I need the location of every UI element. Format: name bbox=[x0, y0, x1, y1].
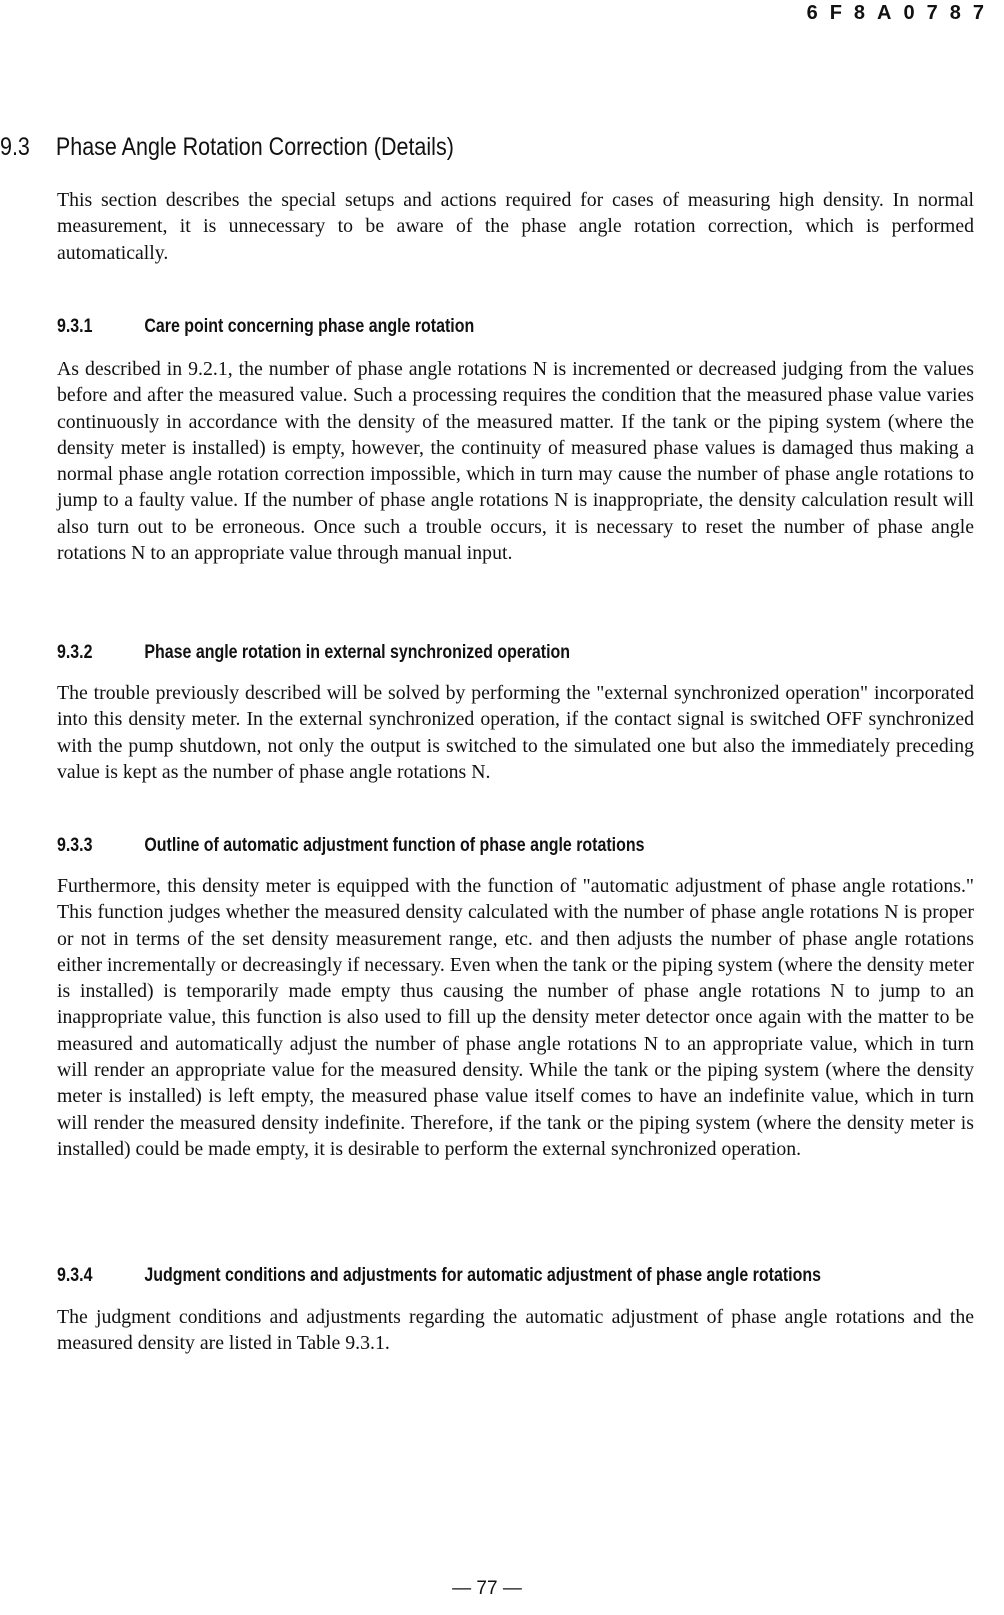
subsection-number: 9.3.1 bbox=[57, 316, 93, 337]
subsection-title: Phase angle rotation in external synchronized operation bbox=[144, 642, 571, 663]
section-number: 9.3 bbox=[0, 133, 30, 161]
section-intro: This section describes the special setups and actions required for cases of measuring high density. In normal measurement, it is unnecessary to be aware of the phase angle rotation correction, which is performed automatically. bbox=[57, 189, 974, 264]
doc-code: 6F8A0787 bbox=[806, 2, 996, 24]
subsection-body-9-3-1: As described in 9.2.1, the number of phase angle rotations N is incremented or decreased judging from the values before and after the measured value. Such a processing requires the condition that the measured phase value varies continuously in accordance with the density of the measured matter. If the tank or the piping system (where the density meter is installed) is empty, however, the continuity of measured phase values is damaged thus making a normal phase angle rotation correction impossible, which in turn may cause the number of phase angle rotations to jump to a faulty value. If the number of phase angle rotations N is inappropriate, the density calculation result will also turn out to be erroneous. Once such a trouble occurs, it is necessary to reset the number of phase angle rotations N to an appropriate value through manual input. bbox=[57, 358, 974, 565]
subsection-title: Judgment conditions and adjustments for automatic adjustment of phase angle rotations bbox=[144, 1265, 821, 1286]
subsection-number: 9.3.3 bbox=[57, 835, 93, 856]
subsection-heading-9-3-4 bbox=[57, 1265, 821, 1287]
subsection-body-9-3-2: The trouble previously described will be solved by performing the "external synchronized operation" incorporated into this density meter. In the external synchronized operation, if the contact signal is switched OFF synchronized with the pump shutdown, not only the output is switched to the simulated one but also the immediately preceding value is kept as the number of phase angle rotations N. bbox=[57, 682, 974, 783]
subsection-heading-9-3-2 bbox=[57, 642, 570, 664]
page-number: — 77 — bbox=[452, 1578, 522, 1599]
subsection-number: 9.3.2 bbox=[57, 642, 93, 663]
subsection-heading-9-3-1 bbox=[57, 316, 474, 338]
subsection-title: Care point concerning phase angle rotation bbox=[144, 316, 475, 337]
subsection-title: Outline of automatic adjustment function of phase angle rotations bbox=[144, 835, 645, 856]
section-title-text: Phase Angle Rotation Correction (Details) bbox=[55, 133, 454, 161]
subsection-number: 9.3.4 bbox=[57, 1265, 93, 1286]
subsection-heading-9-3-3 bbox=[57, 835, 644, 857]
section-title bbox=[0, 133, 454, 162]
subsection-body-9-3-3: Furthermore, this density meter is equipped with the function of "automatic adjustment of phase angle rotations." This function judges whether the measured density calculated with the number of phase angle rotations N is proper or not in terms of the set density measurement range, etc. and then adjusts the number of phase angle rotations either incrementally or decreasingly if necessary. Even when the tank or the piping system (where the density meter is installed) is temporarily made empty thus causing the number of phase angle rotations N to jump to an inappropriate value, this function is also used to fill up the density meter detector once again with the matter to be measured and automatically adjust the number of phase angle rotations N to an appropriate value, which in turn will render an appropriate value for the measured density. While the tank or the piping system (where the density meter is installed) is left empty, the measured phase value itself comes to have an indefinite value, which in turn will render the measured density indefinite. Therefore, if the tank or the piping system (where the density meter is installed) could be made empty, it is desirable to perform the external synchronized operation. bbox=[57, 875, 974, 1160]
subsection-body-9-3-4: The judgment conditions and adjustments regarding the automatic adjustment of phase angle rotations and the measured density are listed in Table 9.3.1. bbox=[57, 1306, 974, 1355]
